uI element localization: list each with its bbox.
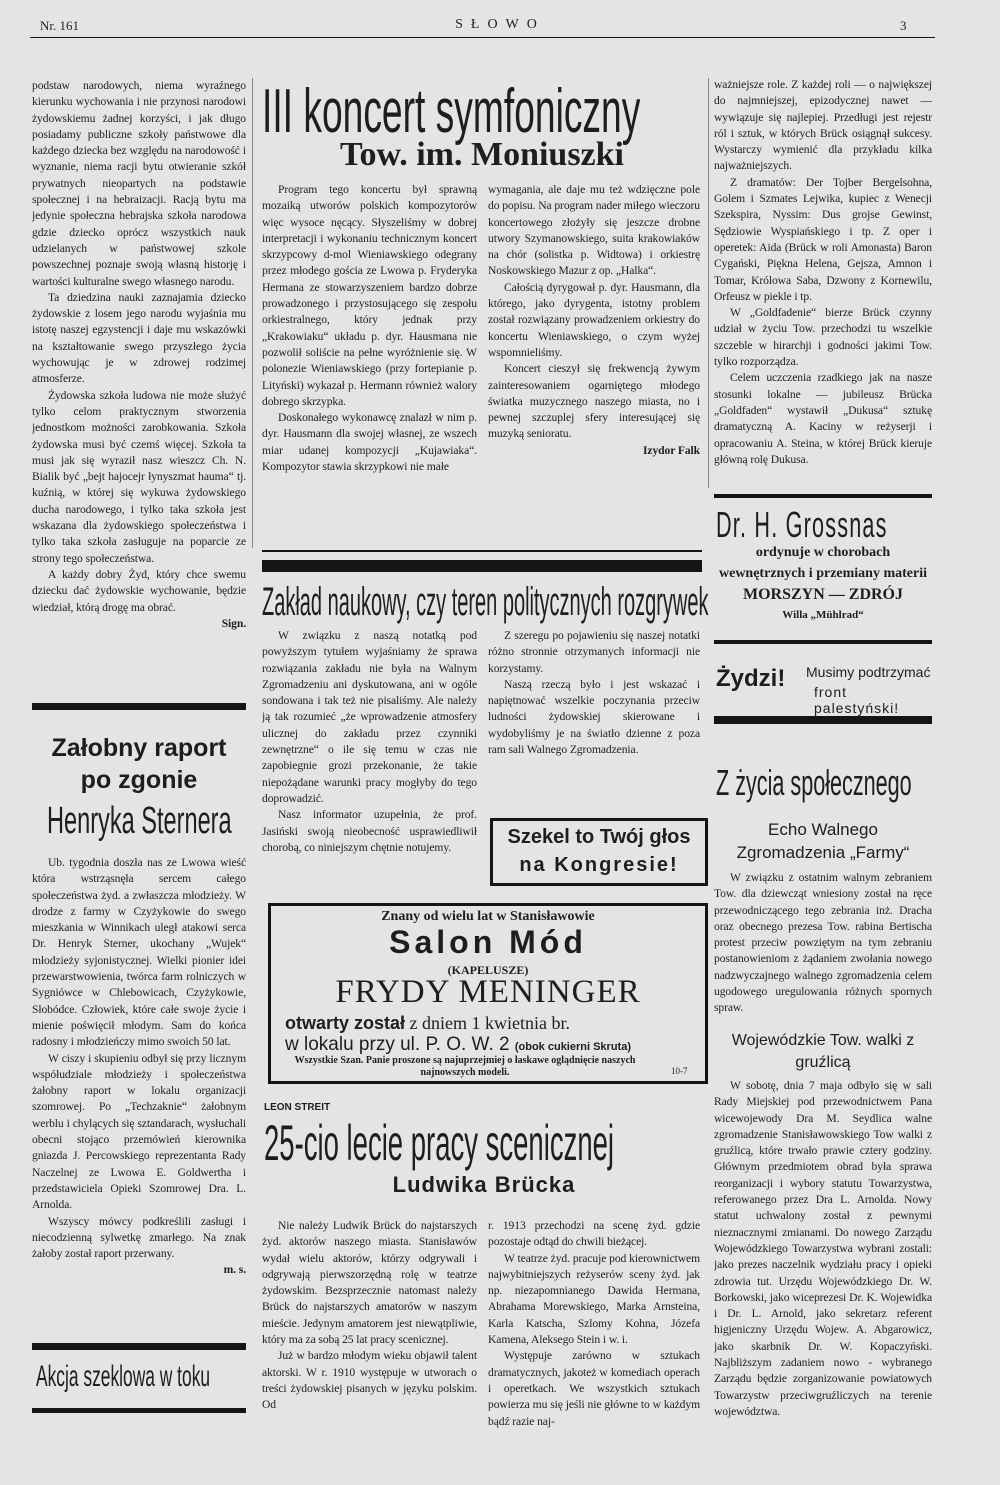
jubilee-col1 bbox=[262, 1218, 477, 1480]
paragraph: Już w bardzo młodym wieku objawił talent aktorski. W r. 1910 występuje w utworach o treści żydowskiej pisanych w języku polskim. Od bbox=[262, 1349, 477, 1412]
social-sub-1: Echo Walnego Zgromadzenia „Farmy“ bbox=[736, 820, 910, 862]
jubilee-col2 bbox=[488, 1218, 700, 1480]
jews-box bbox=[714, 660, 932, 716]
left-article bbox=[32, 78, 246, 694]
paragraph: W sobotę, dnia 7 maja odbyło się w sali Rady Miejskiej pod przewodnictwem Pana wicewojewody Dra M. Seydlica walne zgromadzenie Stanisławowskiego Tow walki z gruźlicą, które trwało prawie cztery godziny. Głównym przedmiotem obrad była sprawa reorganizacji i wybory statutu Towarzystwa, referowanego przez Dra L. Arnolda. Nowy statut uchwalony został z pewnymi nieznacznymi zmianami. Do nowego Zarządu Wojewódzkiego Towarzystwa wybrani zostali: jako prezes naczelnik wydziału pracy i opieki zdrowia tut. Urzędu Wojewódzkiego Dr. W. Borkowski, jako wiceprezesi Dr. K. Wojewidka i Dr. L. Arnold, jako sekretarz referent higjeniczny Urzędu Wojew. A. Abgarowicz, jako skarbnik Dr. W. Kopaczyński. Najbliższym zadaniem nowo - wybranego Zarządu będzie zorganizowanie powiatowych Towarzystw przeciwgruźliczych na terenie województwa. bbox=[714, 1079, 932, 1418]
salon-ad bbox=[268, 903, 708, 1084]
paragraph: W związku z naszą notatką pod powyższym tytułem wyjaśniamy że sprawa rozwiązania zakładu nie była na Walnym Zgromadzeniu ani dyskutowana, ani w ogóle sondowana i tak też nie pisaliśmy. Ale należy ją tak rozumieć „że wprowadzenie atmosfery ulicznej do zakładu przez czynniki zewnętrzne“ o ile się temu w czas nie zapobiegnie grozi przekonanie, że takie niepożądane warunki pracy mogłyby do tego doprowadzić. bbox=[262, 629, 477, 805]
institute-title: Zakład naukowy, czy teren politycznych rozgrywek bbox=[262, 580, 709, 624]
concert-col2 bbox=[488, 182, 700, 542]
shekel-line-1: Szekel to Twój głos bbox=[507, 826, 691, 848]
signature: Izydor Falk bbox=[643, 443, 700, 457]
divider bbox=[32, 703, 246, 710]
social-para-1 bbox=[714, 870, 932, 1030]
paragraph: Nasz informator uzupełnia, że prof. Jasiński swoją nieobecność usprawiedliwił chorobą, co niniejszym chętnie notujemy. bbox=[262, 808, 477, 854]
salon-name: Salon Mód bbox=[389, 924, 587, 960]
salon-opening: otwarty został z dniem 1 kwietnia br. bbox=[285, 1013, 570, 1033]
salon-owner: FRYDY MENINGER bbox=[335, 974, 641, 1010]
jews-line-2: front palestyński! bbox=[814, 684, 900, 716]
divider bbox=[714, 716, 932, 724]
paragraph: W „Goldfadenie“ bierze Brück czynny udział w życiu Tow. przechodzi tu wszelkie szczeble w hirarchji i godności jakimi Tow. tylko rozporządza. bbox=[714, 306, 932, 369]
obituary-article bbox=[32, 855, 246, 1325]
paragraph: Całością dyrygował p. dyr. Hausmann, dla którego, jako dyrygenta, istotny problem został rozwiązany prowadzeniem orkiestry do koncertu Wieniawskiego, o czym wyżej wspomnieliśmy. bbox=[488, 280, 700, 359]
jubilee-title: 25-cio lecie pracy scenicznej bbox=[264, 1115, 615, 1171]
shekel-box bbox=[490, 818, 708, 886]
column-rule bbox=[708, 78, 709, 488]
divider bbox=[262, 550, 702, 552]
doctor-ad bbox=[714, 498, 932, 638]
obituary-title-3: Henryka Sternera bbox=[46, 800, 232, 842]
doctor-villa: Willa „Mühlrad“ bbox=[782, 609, 864, 621]
salon-code: 10-7 bbox=[671, 1066, 688, 1076]
paragraph: Doskonałego wykonawcę znalazł w nim p. dyr. Hausmann dla swojej własnej, ze wszech miar udanej kompozycji „Kujawiaka“. Kompozytor stawia skrzypkowi nie małe bbox=[262, 411, 477, 474]
divider bbox=[32, 1408, 246, 1413]
paragraph: Z szeregu po pojawieniu się naszej notatki różno stronnie otrzymanych informacji nie korzystamy. bbox=[488, 629, 700, 675]
paragraph: Nie należy Ludwik Brück do najstarszych żyd. aktorów naszego miasta. Stanisławów wydał wielu aktorów, którzy odgrywali i odgrywają pierwszorzędną rolę w teatrze żydowskim. Bezsprzecznie natomast należy Brück do najstarszych amatorów w naszym mieście. Jedynym amatorem jest niewątpliwie, który ma za sobą 25 lat pracy scenicznej. bbox=[262, 1219, 477, 1347]
header-rule bbox=[30, 37, 935, 38]
paragraph: Program tego koncertu był sprawną mozaiką utworów polskich kompozytorów więc wysoce nęcący. Słyszeliśmy w dobrej interpretacji i wykonaniu technicznym koncert skrzypcowy d-mol Wieniawskiego odegrany przez młodego gościa ze Lwowa p. Fryderyka Hermana ze stowarzyszeniem bardzo dobrze prowadzonego i przystosującego się zespołu orkiestralnego, który jednak przy „Krakowiaku“ układu p. dyr. Hausmana nie pozwolił soliście na pełne wyróżnienie się. W polonezie Wieniawskiego (przy fortepianie p. Lityński) wykazał p. Hermann również walory dobrego skrzypka. bbox=[262, 183, 477, 408]
doctor-specialty: ordynuje w chorobach wewnętrznych i przemiany materii bbox=[719, 545, 927, 581]
divider bbox=[714, 640, 932, 644]
paragraph: Ta dziedzina nauki zaznajamia dziecko żydowskie z losem jego narodu wyjaśnia mu istotę naszej egzystencji i daje mu wskazówki na kształtowanie swego przyszłego życia wychowując je w zdrowej rodzimej atmosferze. bbox=[32, 290, 246, 386]
paragraph: W ciszy i skupieniu odbył się przy licznym współudziale młodzieży i społeczeństwa żałobny raport w lokalu organizacji szomrowej. Po „Techzaknie“ żałobnym werblu i chylących się sztandarach, wysłuchali obecni stojąco przemówień kierownika gniazda J. Percowskiego reprezentanta Rady Naczelnej ze Lwowa E. Goldwertha i przedstawiciela Opieki Szomrowej Dra. L. Arnolda. bbox=[32, 1051, 246, 1212]
social-sub-2: Wojewódzkie Tow. walki z gruźlicą bbox=[731, 1032, 915, 1071]
divider bbox=[262, 560, 702, 572]
institute-col1 bbox=[262, 628, 477, 898]
newspaper-title: SŁOWO bbox=[455, 17, 545, 32]
shekel-line-2: na Kongresie! bbox=[519, 854, 679, 876]
jubilee-col3 bbox=[714, 77, 932, 489]
jubilee-subtitle: Ludwika Brücka bbox=[392, 1172, 576, 1197]
obituary-title-1: Załobny raport bbox=[51, 734, 227, 762]
doctor-name: Dr. H. Grossnas bbox=[716, 504, 888, 545]
paragraph: Naszą rzeczą było i jest wskazać i napiętnować wszelkie poczynania przeciw ludności żydowskiej skierowane i wydobyliśmy je na światło dzienne z poza ram sali Walnego Zgromadzenia. bbox=[488, 677, 700, 757]
institute-col2 bbox=[488, 628, 700, 788]
jews-head: Żydzi! bbox=[716, 665, 786, 692]
paragraph: Koncert cieszył się frekwencją żywym zainteresowaniem ogarniętego młodego światka muzycznego naszego miasta, no i pewnej szczuplej sfery interesującej się muzyką senioratu. bbox=[488, 362, 700, 441]
concert-subtitle: Tow. im. Moniuszki bbox=[339, 136, 625, 173]
salon-intro: Znany od wielu lat w Stanisławowie bbox=[381, 909, 595, 924]
paragraph: Wszyscy mówcy podkreślili zasługi i niecodzienną sylwetkę zmarłego. Na znak żałoby został raport przerwany. bbox=[32, 1214, 246, 1261]
concert-title: III koncert symfoniczny bbox=[262, 77, 641, 146]
social-para-2 bbox=[714, 1078, 932, 1480]
paragraph: ważniejsze role. Z każdej roli — o największej do najmniejszej, epizodycznej nawet — wywiązuje się najlepiej. Przedługi jest rejestr ról i sztuk, w których Brück osiągnął sukcesy. Wystarczy wymienić dla przykładu kilka najważniejszych. bbox=[714, 78, 932, 173]
divider bbox=[32, 1343, 246, 1350]
paragraph: Żydowska szkoła ludowa nie może służyć tylko celom praktycznym stworzenia jednostkom możności zarobkowania. Szkoła żydowska musi być czemś więcej. Szkoła ta musi jak się wyraził nasz wieszcz Ch. N. Bialik być „bejt hajocejr łynyszmat hauma“ tj. kuźnią, w której się wykuwa żydowskiego ducha narodowego, i tylko taka szkoła jest wskazana dla żydowskiego społeczeństwa i tylko taka szkoła zasługuje na poparcie ze strony tego społeczeństwa. bbox=[32, 388, 246, 565]
doctor-place: MORSZYN — ZDRÓJ bbox=[742, 586, 903, 603]
issue-number: Nr. 161 bbox=[40, 18, 79, 33]
page-number: 3 bbox=[900, 18, 907, 33]
column-rule bbox=[252, 78, 253, 548]
shekel-action-title: Akcja szeklowa w toku bbox=[36, 1360, 211, 1393]
salon-kind: (KAPELUSZE) bbox=[447, 963, 529, 977]
signature: Sign. bbox=[221, 616, 246, 630]
paragraph: W teatrze żyd. pracuje pod kierownictwem najwybitniejszych reżyserów sceny żyd. jak np. niezapomnianego Dawida Hermana, Abrahama Morewskiego, Marka Arnsteina, Karla Katscha, Szlomy Kohna, Józefa Kamena, Aleksego Stein i w. i. bbox=[488, 1251, 700, 1347]
salon-invite: Wszystkie Szan. Panie proszone są najuprzejmiej o łaskawe oglądnięcie naszych najnowszych modeli. bbox=[294, 1055, 636, 1078]
paragraph: r. 1913 przechodzi na scenę żyd. gdzie pozostaje odtąd do chwili bieżącej. bbox=[488, 1219, 700, 1249]
jews-line-1: Musimy podtrzymać bbox=[806, 664, 931, 680]
salon-address: w lokalu przy ul. P. O. W. 2 (obok cukierni Skruta) bbox=[285, 1034, 631, 1055]
paragraph: Ub. tygodnia doszła nas ze Lwowa wieść która wstrząsnęła sercem całego społeczeństwa żyd. a zwłaszcza młodzieży. W drodze z farmy w Czyżykowie do swego mieszkania w Winnikach uległ atakowi serca Dr. Henryk Sterner, ukochany „Wujek“ młodzieży syjonistycznej. Wielki pionier idei przewarstwowienia, twórca farm rolniczych w Sygniówce w Chlebowicach, Czyżykowie, Słobódce. Człowiek, które całe swoje życie i mienie poświęcił młodym. Sam do końca radosny i młodzieńczy mimo swoich 50 lat. bbox=[32, 856, 246, 1049]
social-title: Z życia społecznego bbox=[716, 762, 912, 803]
jubilee-author: LEON STREIT bbox=[264, 1102, 331, 1113]
paragraph: Z dramatów: Der Tojber Bergelsohna, Golem i Szmates Lejwika, kupiec z Wenecji Szekspira, Nyssim: Dus grojse Gewinst, Sędziowie Wyspiańskiego i tp. Z oper i operetek: Aida (Brück w roli Amonasta) Baron Cygański, Piękna Helena, Gejsza, Amnon i Tomar, Królowa Saba, Dzwony z Kornewilu, Orfeusz w piekle i tp. bbox=[714, 175, 932, 303]
signature: m. s. bbox=[223, 1263, 246, 1277]
paragraph: Występuje zarówno w sztukach dramatycznych, jakoteż w komediach operach i operetkach. We wszystkich sztukach powierza mu się jeśli nie główne to w każdym bądź razie naj- bbox=[488, 1349, 700, 1428]
paragraph: podstaw narodowych, niema wyraźnego kierunku wychowania i nie przynosi narodowi żydowskiemu żadnej korzyści, i jak długo posiadamy publiczne szkoły państwowe dla każdego dziecka bez względu na narodowość i wyznanie, niema racji bytu otwieranie szkół prywatnych nieopartych na podstawie społecznej i na hebraizacji. Racją bytu ma jedynie społeczna hebrajska szkoła narodowa gdzie dziecko oprócz wszystkich nauk udzielanych w państwowej szkole powszechnej poznaje swoją własną historję i wartości kulturalne swego własnego narodu. bbox=[32, 79, 246, 288]
paragraph: wymagania, ale daje mu też wdzięczne pole do popisu. Na program nader miłego wieczoru koncertowego złożyły się jeszcze drobne utwory Szymanowskiego, suita krakowiaków na chór (solistka p. Widtowa) i orkiestrę Noskowskiego Mazur z op. „Halka“. bbox=[488, 183, 700, 278]
obituary-title-2: po zgonie bbox=[80, 766, 198, 794]
concert-col1 bbox=[262, 182, 477, 542]
paragraph: W związku z ostatnim walnym zebraniem Tow. dla dziewcząt wniesiony został na ręce przewodniczącego tego zebrania inż. Dracha oraz obecnego prezesa Tow. rabina Bertischa protest przeciw powziętym na tym zebraniu postanowieniom z żądaniem zwołania nowego nadzwyczajnego walnego zgromadzenia celem ugodowego uregulowania różnych spornych spraw. bbox=[714, 871, 932, 1015]
paragraph: A każdy dobry Żyd, który chce swemu dziecku dać żydowskie wychowanie, będzie wiedział, którą drogę ma obrać. bbox=[32, 567, 246, 614]
paragraph: Celem uczczenia rzadkiego jak na nasze stosunki lokalne — jubileusz Brücka „Goldfaden“ wystawił „Dukusa“ sztukę dramatyczną A. Kaciny w reżyserji i opracowaniu A. Steina, w której Brück kieruje główną rolę Dukusa. bbox=[714, 371, 932, 466]
